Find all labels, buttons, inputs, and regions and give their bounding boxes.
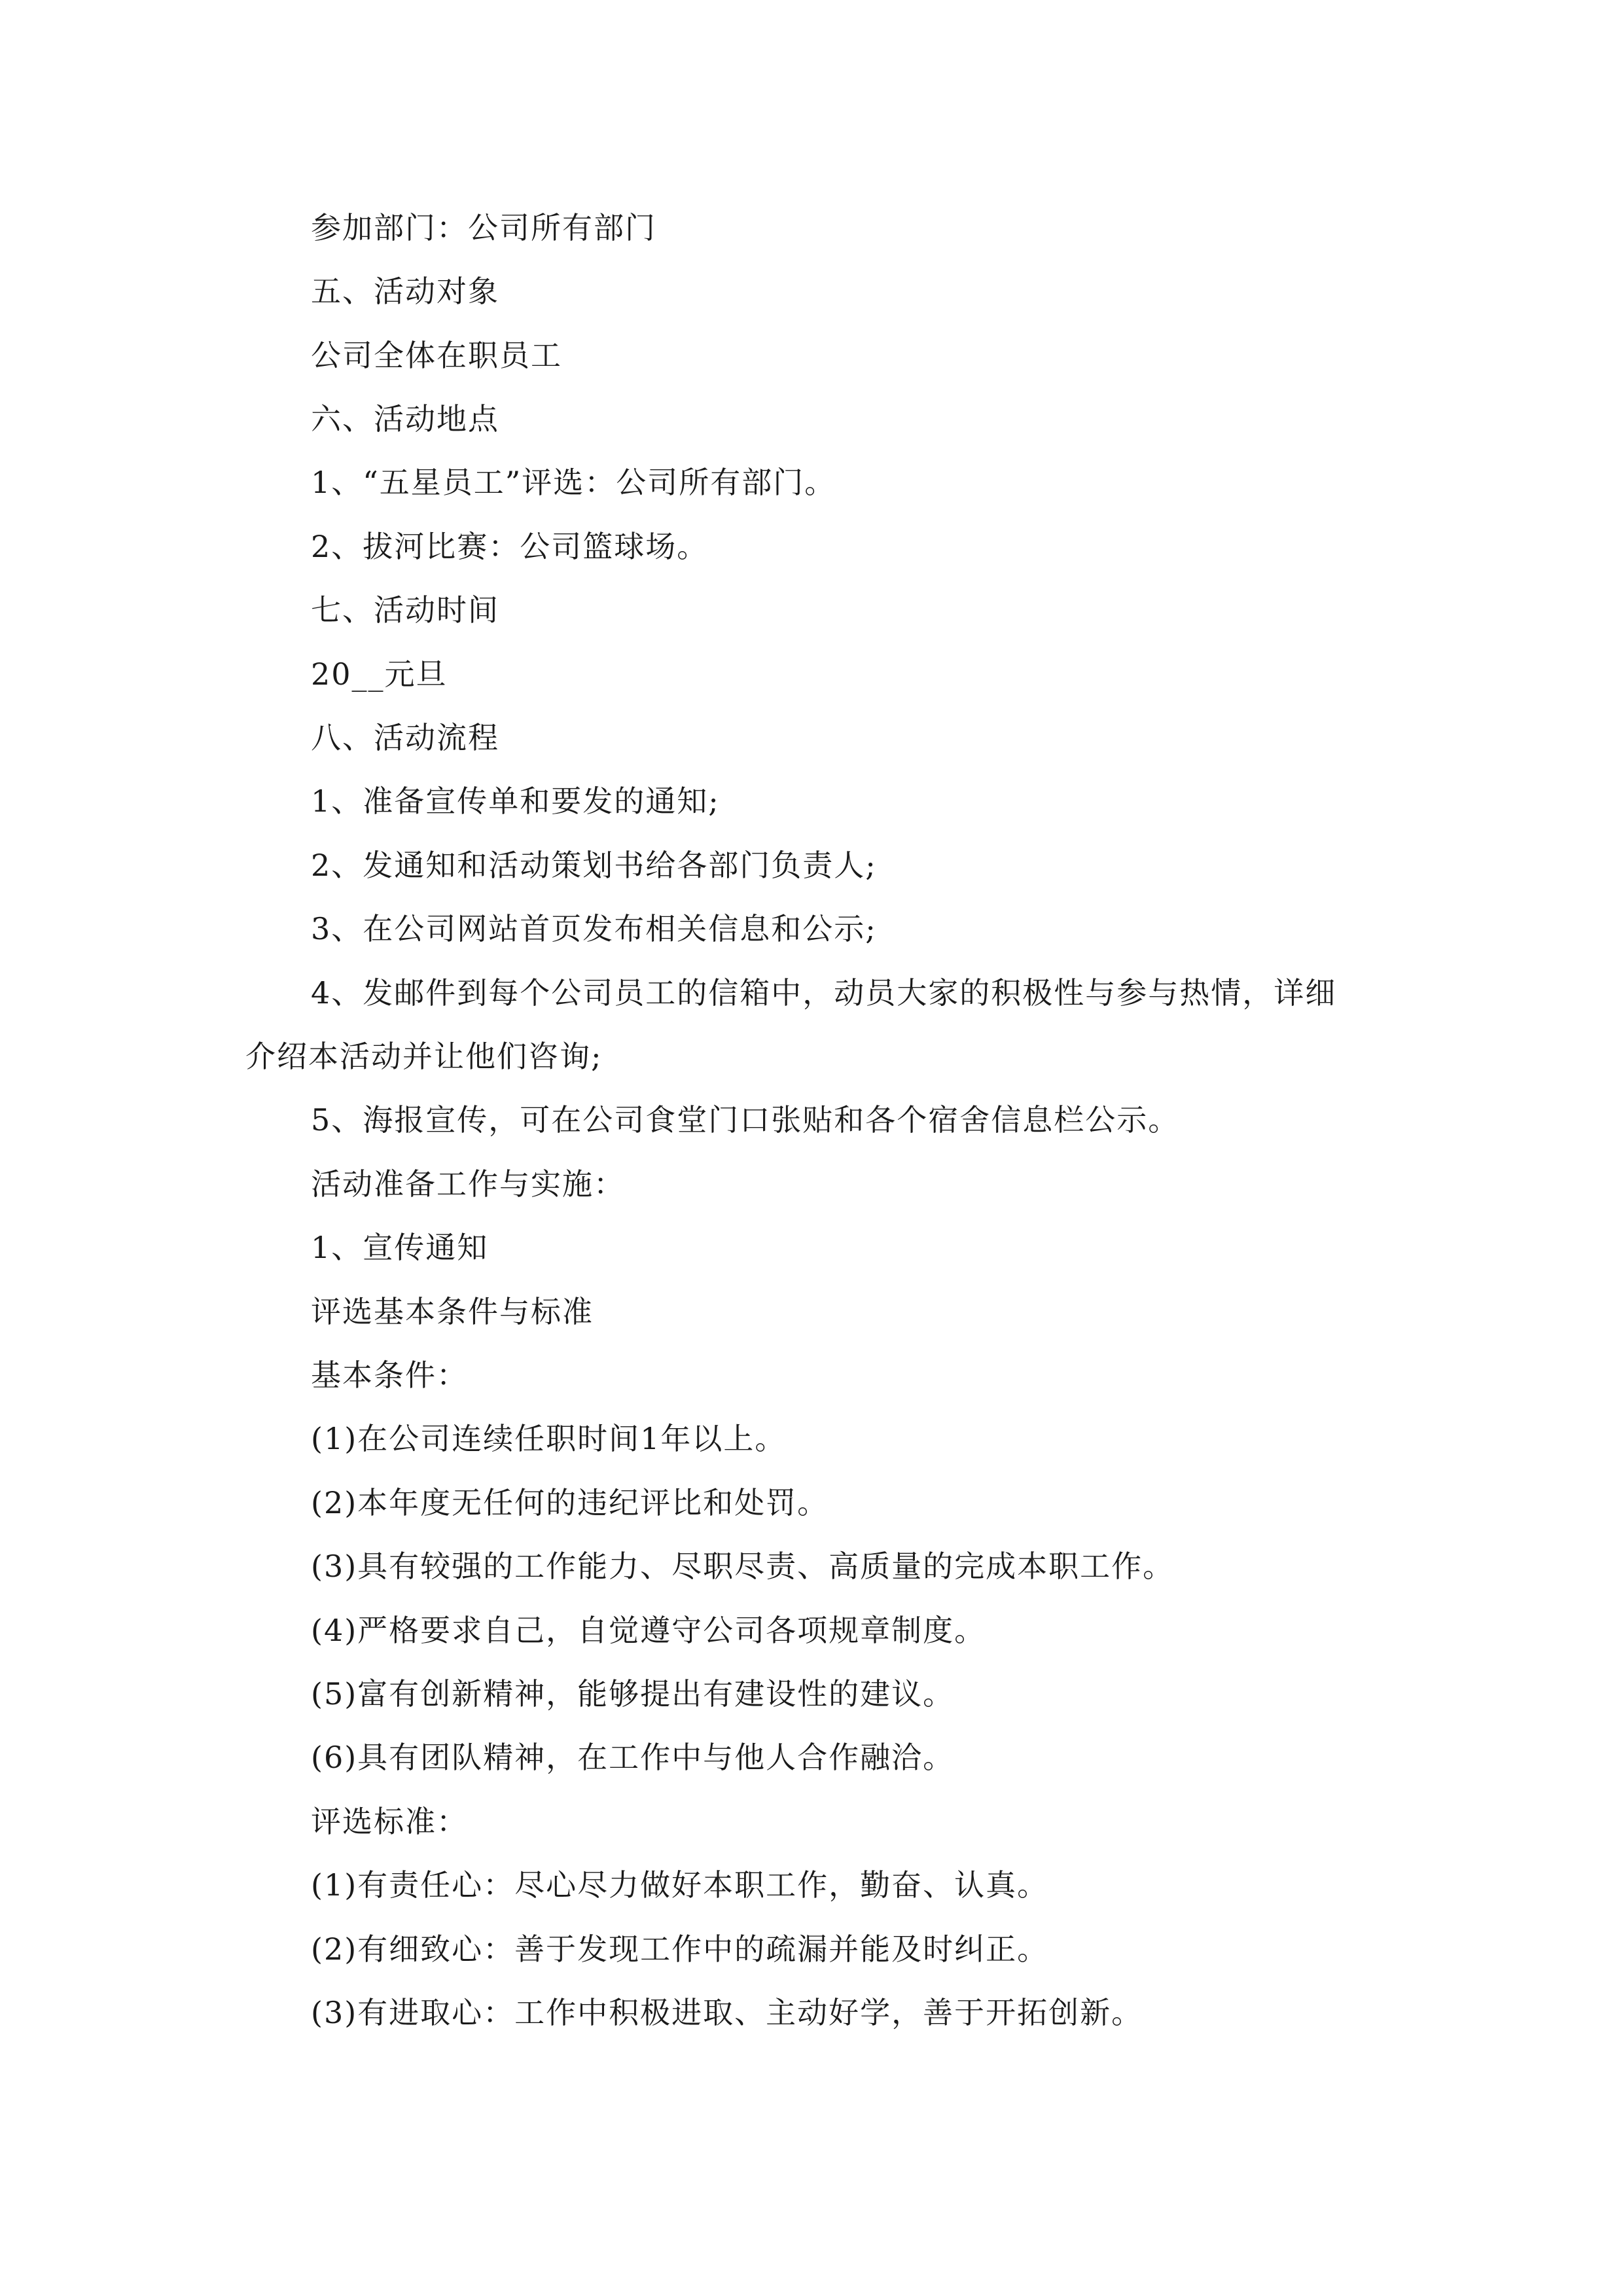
- section-heading: 七、活动时间: [311, 592, 499, 628]
- text-line: (6)具有团队精神，在工作中与他人合作融洽。: [311, 1740, 955, 1775]
- text-line: 介绍本活动并让他们咨询;: [245, 1039, 603, 1074]
- text-line: 1、宣传通知: [311, 1230, 489, 1265]
- text-line: (1)在公司连续任职时间1年以上。: [311, 1421, 787, 1456]
- text-line: (1)有责任心：尽心尽力做好本职工作，勤奋、认真。: [311, 1867, 1049, 1903]
- text-line: 1、“五星员工”评选：公司所有部门。: [311, 465, 836, 500]
- text-line: (3)具有较强的工作能力、尽职尽责、高质量的完成本职工作。: [311, 1549, 1175, 1584]
- text-line: 公司全体在职员工: [311, 338, 562, 373]
- text-line: (2)本年度无任何的违纪评比和处罚。: [311, 1485, 829, 1520]
- text-line: 3、在公司网站首页发布相关信息和公示;: [311, 911, 877, 946]
- text-line: 评选标准：: [311, 1804, 468, 1839]
- section-heading: 六、活动地点: [311, 401, 499, 437]
- text-line: 1、准备宣传单和要发的通知;: [311, 783, 720, 819]
- text-line: (2)有细致心：善于发现工作中的疏漏并能及时纠正。: [311, 1931, 1049, 1967]
- text-line: (3)有进取心：工作中积极进取、主动好学，善于开拓创新。: [311, 1995, 1143, 2030]
- section-heading: 八、活动流程: [311, 720, 499, 755]
- text-line: 2、拔河比赛：公司篮球场。: [311, 529, 709, 564]
- text-line: 基本条件：: [311, 1357, 468, 1393]
- section-heading: 五、活动对象: [311, 274, 499, 309]
- text-line: 5、海报宣传，可在公司食堂门口张贴和各个宿舍信息栏公示。: [311, 1102, 1180, 1138]
- text-line: 2、发通知和活动策划书给各部门负责人;: [311, 848, 877, 883]
- text-line: 参加部门：公司所有部门: [311, 210, 656, 245]
- text-line: 20__元旦: [311, 656, 448, 692]
- text-line: 4、发邮件到每个公司员工的信箱中，动员大家的积极性与参与热情，详细: [311, 975, 1337, 1011]
- text-line: (5)富有创新精神，能够提出有建设性的建议。: [311, 1676, 955, 1712]
- text-line: (4)严格要求自己，自觉遵守公司各项规章制度。: [311, 1613, 986, 1648]
- text-line: 活动准备工作与实施：: [311, 1166, 625, 1202]
- text-line: 评选基本条件与标准: [311, 1294, 594, 1329]
